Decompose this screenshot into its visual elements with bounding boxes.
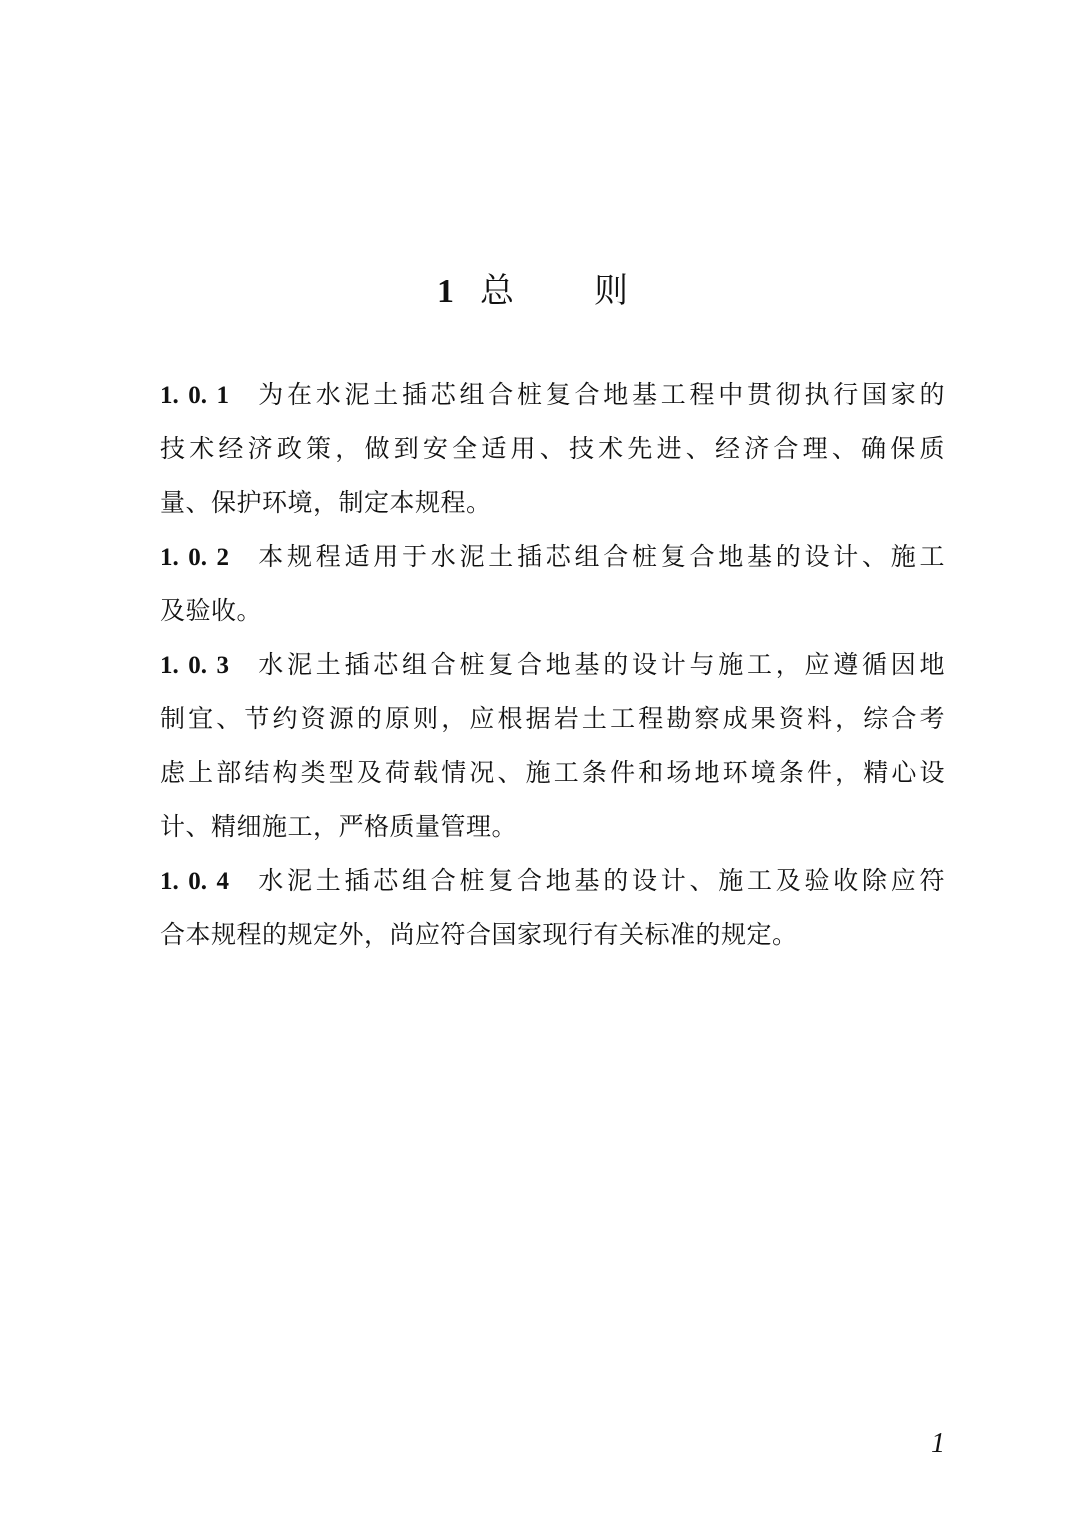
clause-text: 虑上部结构类型及荷载情况、施工条件和场地环境条件，精心设 [160, 758, 945, 787]
clause-text: 水泥土插芯组合桩复合地基的设计与施工，应遵循因地 [255, 650, 945, 679]
clause-text: 本规程适用于水泥土插芯组合桩复合地基的设计、施工 [255, 542, 945, 571]
chapter-number: 1 [437, 273, 454, 310]
clause-line [160, 692, 945, 746]
clause-number: 1. 0. 2 [160, 544, 229, 571]
clause-line [160, 584, 945, 638]
clause-number: 1. 0. 1 [160, 382, 229, 409]
clause-text: 技术经济政策，做到安全适用、技术先进、经济合理、确保质 [160, 434, 945, 463]
page-number: 1 [931, 1428, 945, 1459]
clause-number: 1. 0. 3 [160, 652, 229, 679]
clause-text: 制宜、节约资源的原则，应根据岩土工程勘察成果资料，综合考 [160, 704, 945, 733]
clause-number: 1. 0. 4 [160, 868, 229, 895]
clause-line [160, 800, 945, 854]
clause-line [160, 530, 945, 584]
clause-line [160, 476, 945, 530]
clause-line [160, 368, 945, 422]
clause-1-0-3 [160, 638, 945, 854]
clauses-body [160, 368, 945, 962]
clause-text: 计、精细施工，严格质量管理。 [160, 812, 518, 841]
chapter-title [0, 266, 1065, 317]
clause-text: 及验收。 [160, 596, 263, 625]
chapter-title-first: 总 [480, 271, 594, 311]
clause-line [160, 908, 945, 962]
clause-1-0-4 [160, 854, 945, 962]
clause-text: 水泥土插芯组合桩复合地基的设计、施工及验收除应符 [255, 866, 945, 895]
clause-line [160, 638, 945, 692]
clause-text: 为在水泥土插芯组合桩复合地基工程中贯彻执行国家的 [255, 380, 945, 409]
clause-text: 合本规程的规定外，尚应符合国家现行有关标准的规定。 [160, 920, 798, 949]
chapter-title-last: 则 [594, 271, 628, 311]
clause-1-0-2 [160, 530, 945, 638]
clause-line [160, 422, 945, 476]
clause-text: 量、保护环境，制定本规程。 [160, 488, 492, 517]
clause-line [160, 854, 945, 908]
clause-1-0-1 [160, 368, 945, 530]
clause-line [160, 746, 945, 800]
